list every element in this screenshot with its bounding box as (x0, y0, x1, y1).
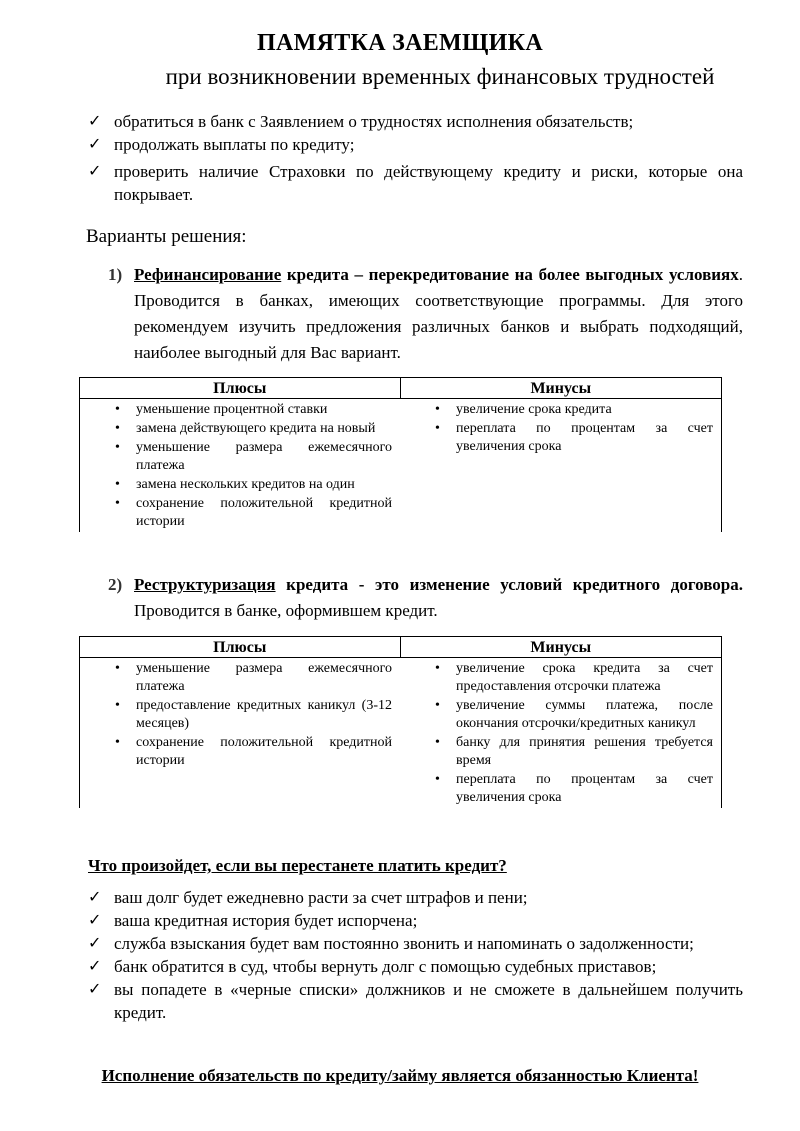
list-item (80, 495, 400, 531)
list-item (88, 110, 743, 133)
bullet-icon: • (115, 421, 120, 436)
variants-heading: Варианты решения: (86, 226, 247, 247)
check-mark-icon: ✓ (88, 912, 102, 929)
list-item-text: сохранение положительной кредитной истории (136, 496, 393, 529)
pros-header: Плюсы (80, 378, 401, 399)
list-item-text: служба взыскания будет вам постоянно звонить и напоминать о задолженности; (114, 934, 694, 953)
list-item-text: обратиться в банк с Заявлением о трудностях исполнения обязательств; (114, 112, 634, 131)
check-mark-icon: ✓ (88, 889, 102, 906)
cons-header: Минусы (400, 378, 721, 399)
check-mark-icon: ✓ (88, 958, 102, 975)
list-item-text: увеличение срока кредита (456, 402, 612, 417)
bullet-icon: • (435, 402, 440, 417)
bullet-icon: • (435, 661, 440, 676)
cons-cell (400, 399, 721, 533)
bullet-icon: • (115, 440, 120, 455)
check-mark-icon: ✓ (88, 935, 102, 952)
list-item (88, 932, 743, 955)
bullet-icon: • (115, 402, 120, 417)
list-item-text: сохранение положительной кредитной истории (136, 735, 392, 768)
list-item (400, 420, 721, 456)
list-item-text: увеличение суммы платежа, после окончания отсрочки/кредитных каникул (456, 698, 713, 731)
footer-notice: Исполнение обязательств по кредиту/займу является обязанностью Клиента! (101, 1066, 699, 1085)
list-item (400, 697, 721, 733)
bullet-icon: • (115, 661, 120, 676)
bullet-icon: • (435, 421, 440, 436)
list-item (88, 886, 743, 909)
list-item-text: предоставление кредитных каникул (3-12 месяцев) (136, 698, 392, 731)
option-body (134, 572, 743, 624)
option-definition: кредита - это изменение условий кредитного договора. (275, 575, 743, 594)
list-item (80, 734, 400, 770)
check-mark-icon: ✓ (88, 113, 102, 130)
list-item-text: ваш долг будет ежедневно расти за счет штрафов и пени; (114, 888, 528, 907)
list-item-text: замена нескольких кредитов на один (136, 477, 355, 492)
list-item (88, 955, 743, 978)
list-item-text: переплата по процентам за счет увеличения срока (456, 772, 713, 805)
check-mark-icon: ✓ (88, 136, 102, 153)
list-item (88, 978, 743, 1024)
option-restructuring (108, 572, 743, 624)
list-item-text: уменьшение размера ежемесячного платежа (136, 661, 392, 694)
cons-list (400, 401, 721, 456)
bullet-icon: • (435, 772, 440, 787)
list-item-text: продолжать выплаты по кредиту; (114, 135, 355, 154)
option-term: Реструктуризация (134, 575, 276, 594)
list-item (400, 734, 721, 770)
list-item (80, 439, 400, 475)
list-item-text: банку для принятия решения требуется время (456, 735, 713, 768)
list-item-text: переплата по процентам за счет увеличения срока (456, 421, 713, 454)
list-item (80, 660, 400, 696)
pros-cons-table-refinancing (79, 377, 722, 532)
document-title: ПАМЯТКА ЗАЕМЩИКА (257, 30, 543, 56)
list-item-text: проверить наличие Страховки по действующему кредиту и риски, которые она покрывает. (114, 162, 743, 204)
list-item-text: вы попадете в «черные списки» должников и не сможете в дальнейшем получить кредит. (114, 980, 743, 1022)
option-refinancing (108, 262, 743, 366)
option-body (134, 262, 743, 366)
bullet-icon: • (115, 698, 120, 713)
bullet-icon: • (435, 698, 440, 713)
bullet-icon: • (115, 477, 120, 492)
cons-header: Минусы (400, 637, 722, 658)
list-item (88, 160, 743, 206)
list-item (400, 401, 721, 419)
intro-checklist (88, 110, 743, 206)
pros-cell (80, 658, 401, 809)
check-mark-icon: ✓ (88, 163, 102, 180)
bullet-icon: • (115, 735, 120, 750)
list-item-text: увеличение срока кредита за счет предоставления отсрочки платежа (456, 661, 713, 694)
list-item-text: ваша кредитная история будет испорчена; (114, 911, 418, 930)
bullet-icon: • (115, 496, 120, 511)
option-description: . Проводится в банках, имеющих соответствующие программы. Для этого рекомендуем изучить предложения различных банков и выбрать подходящий, наиболее выгодный для Вас вариант. (134, 265, 743, 362)
consequences-heading: Что произойдет, если вы перестанете платить кредит? (88, 856, 507, 875)
check-mark-icon: ✓ (88, 981, 102, 998)
document-subtitle: при возникновении временных финансовых трудностей (165, 64, 715, 89)
list-item (80, 420, 400, 438)
list-item (80, 476, 400, 494)
list-item (88, 909, 743, 932)
pros-cell (80, 399, 401, 533)
option-term: Рефинансирование (134, 265, 282, 284)
option-definition: кредита – перекредитование на более выгодных условиях (281, 265, 739, 284)
pros-cons-table-restructuring (79, 636, 722, 808)
list-item-text: замена действующего кредита на новый (136, 421, 376, 436)
list-item (400, 771, 721, 807)
option-number: 2) (108, 575, 123, 594)
list-item (80, 401, 400, 419)
bullet-icon: • (435, 735, 440, 750)
list-item (80, 697, 400, 733)
list-item-text: уменьшение процентной ставки (136, 402, 328, 417)
option-number: 1) (108, 265, 123, 284)
pros-list (80, 660, 400, 770)
list-item-text: банк обратится в суд, чтобы вернуть долг с помощью судебных приставов; (114, 957, 657, 976)
pros-list (80, 401, 400, 531)
cons-list (400, 660, 721, 807)
cons-cell (400, 658, 722, 809)
consequences-list (88, 886, 743, 1024)
list-item-text: уменьшение размера ежемесячного платежа (136, 440, 393, 473)
list-item (400, 660, 721, 696)
option-description: Проводится в банке, оформившем кредит. (134, 601, 438, 620)
list-item (88, 133, 743, 156)
pros-header: Плюсы (80, 637, 401, 658)
